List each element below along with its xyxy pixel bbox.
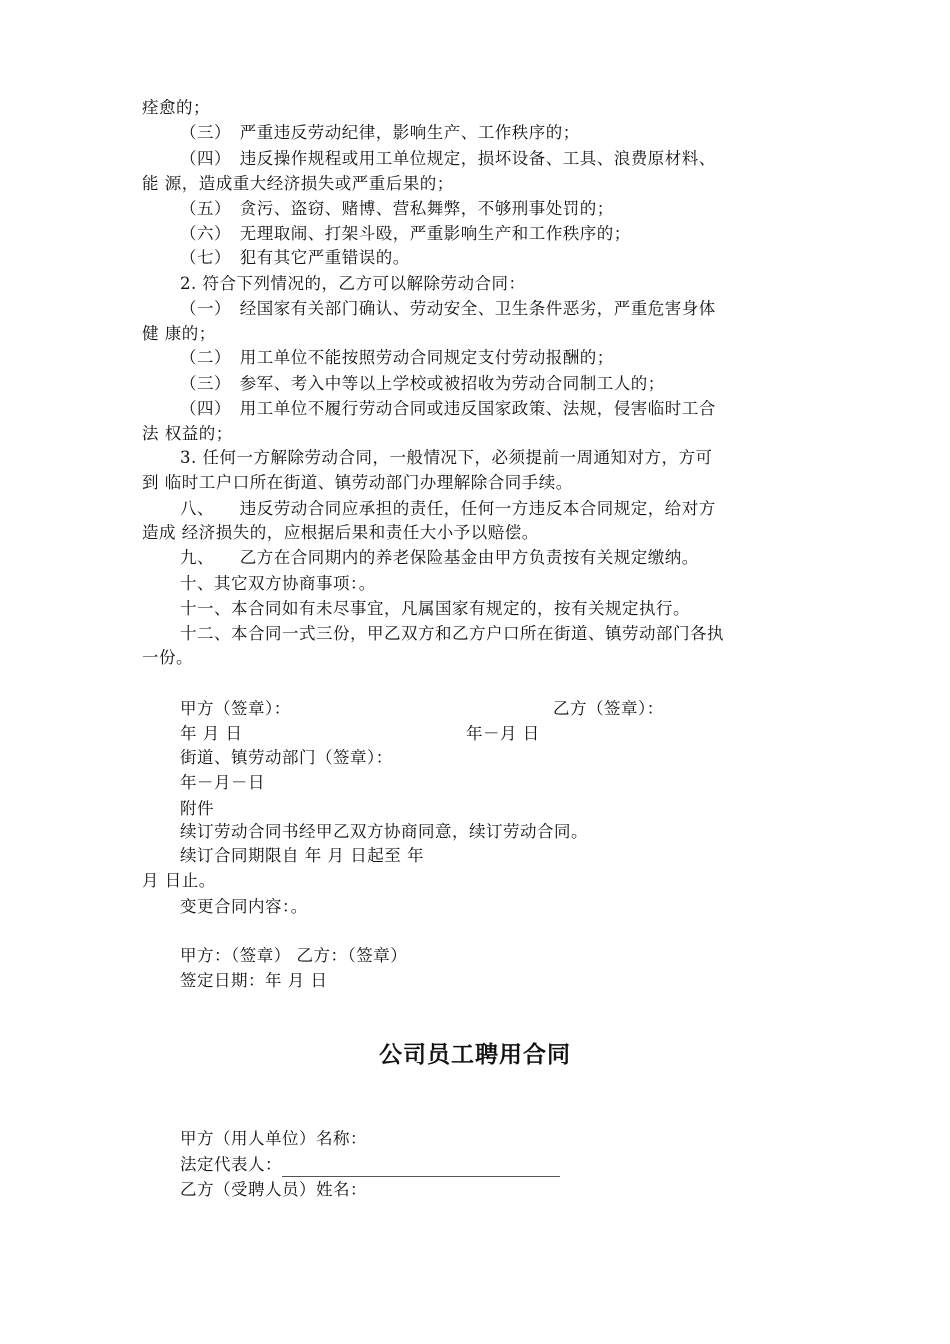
appendix-parties: 甲方：（签章） 乙方：（签章）	[180, 946, 408, 965]
appendix-period-start: 续订合同期限自 年 月 日起至 年	[180, 846, 424, 865]
text-line: 八、 违反劳动合同应承担的责任，任何一方违反本合同规定，给对方	[180, 499, 716, 518]
text-line: （六） 无理取闹、打架斗殴，严重影响生产和工作秩序的；	[180, 224, 631, 243]
text-line: 到 临时工户口所在街道、镇劳动部门办理解除合同手续。	[142, 473, 573, 492]
street-dept-signature: 街道、镇劳动部门（签章）：	[180, 748, 393, 767]
text-line: （一） 经国家有关部门确认、劳动安全、卫生条件恶劣，严重危害身体	[180, 299, 716, 318]
text-line: 3. 任何一方解除劳动合同，一般情况下，必须提前一周通知对方，方可	[180, 448, 713, 467]
text-line: 2. 符合下列情况的，乙方可以解除劳动合同：	[180, 274, 526, 293]
appendix-renewal: 续订劳动合同书经甲乙双方协商同意，续订劳动合同。	[180, 822, 588, 841]
text-line: 九、 乙方在合同期内的养老保险基金由甲方负责按有关规定缴纳。	[180, 548, 699, 567]
employer-name-label: 甲方（用人单位）名称：	[180, 1129, 367, 1148]
employee-name-label: 乙方（受聘人员）姓名：	[180, 1180, 367, 1199]
appendix-period-end: 月 日止。	[142, 871, 216, 890]
text-line: （四） 用工单位不履行劳动合同或违反国家政策、法规，侵害临时工合	[180, 399, 716, 418]
text-line: 十二、本合同一式三份，甲乙双方和乙方户口所在街道、镇劳动部门各执	[180, 624, 724, 643]
text-line: （二） 用工单位不能按照劳动合同规定支付劳动报酬的；	[180, 348, 614, 367]
text-line: 痊愈的；	[142, 98, 210, 117]
text-line: 十一、本合同如有未尽事宜，凡属国家有规定的，按有关规定执行。	[180, 599, 690, 618]
text-line: 十、其它双方协商事项：。	[180, 574, 376, 593]
text-line: （三） 参军、考入中等以上学校或被招收为劳动合同制工人的；	[180, 374, 665, 393]
text-line: （四） 违反操作规程或用工单位规定，损坏设备、工具、浪费原材料、	[180, 149, 716, 168]
text-line: 一份。	[142, 648, 193, 667]
legal-rep-blank-line	[282, 1158, 560, 1177]
party-a-signature: 甲方（签章）：	[180, 699, 291, 718]
text-line: 健 康的；	[142, 324, 216, 343]
party-b-signature: 乙方（签章）：	[553, 699, 664, 718]
street-dept-date: 年－月－日	[180, 773, 265, 792]
text-line: （七） 犯有其它严重错误的。	[180, 248, 410, 267]
legal-rep-row	[180, 1153, 560, 1177]
appendix-change: 变更合同内容：。	[180, 897, 308, 916]
legal-rep-label: 法定代表人：	[180, 1155, 282, 1174]
party-a-date: 年 月 日	[180, 724, 243, 743]
contract-title: 公司员工聘用合同	[379, 1042, 571, 1068]
text-line: 法 权益的；	[142, 424, 233, 443]
text-line: 造成 经济损失的，应根据后果和责任大小予以赔偿。	[142, 523, 539, 542]
party-b-date: 年－月 日	[466, 724, 540, 743]
text-line: 能 源，造成重大经济损失或严重后果的；	[142, 174, 454, 193]
text-line: （五） 贪污、盗窃、赌博、营私舞弊，不够刑事处罚的；	[180, 199, 614, 218]
text-line: （三） 严重违反劳动纪律，影响生产、工作秩序的；	[180, 123, 580, 142]
appendix-sign-date: 签定日期：年 月 日	[180, 971, 328, 990]
appendix-heading: 附件	[180, 799, 214, 818]
